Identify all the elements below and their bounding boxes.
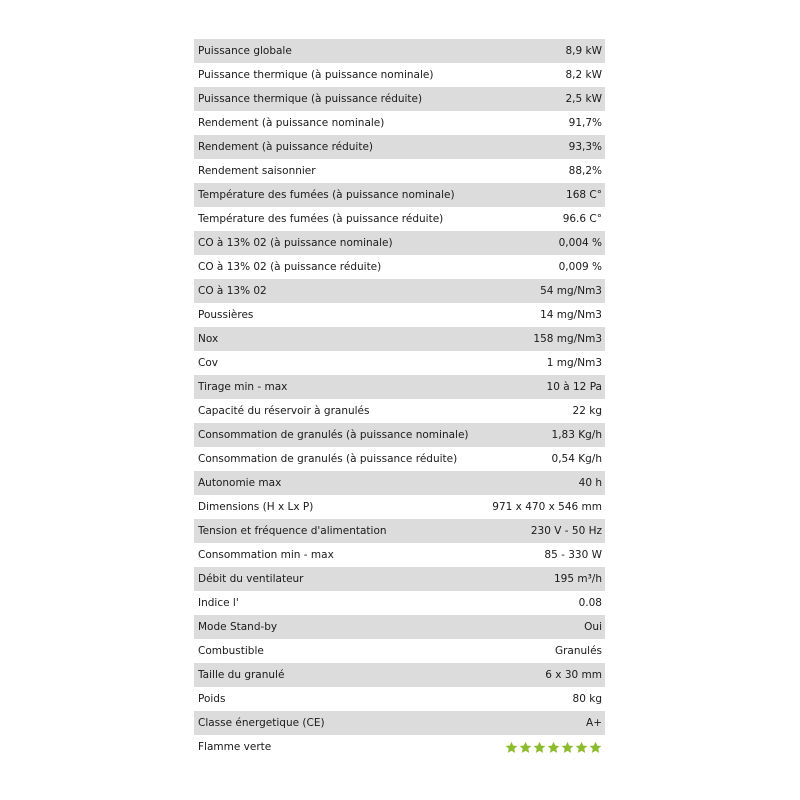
spec-value: 168 C° <box>566 189 602 201</box>
spec-value: 195 m³/h <box>553 573 602 585</box>
spec-value: Oui <box>584 621 602 633</box>
spec-row <box>194 687 605 711</box>
star-icon <box>575 741 588 754</box>
spec-label: Tirage min - max <box>198 381 288 393</box>
spec-value: 2,5 kW <box>565 93 602 105</box>
spec-value: A+ <box>586 717 602 729</box>
spec-label: CO à 13% 02 (à puissance nominale) <box>198 237 393 249</box>
flamme-verte-row <box>194 735 605 759</box>
star-icon <box>589 741 602 754</box>
star-icon <box>547 741 560 754</box>
spec-label: Combustible <box>198 645 264 657</box>
spec-row <box>194 159 605 183</box>
spec-row <box>194 447 605 471</box>
spec-label: Poids <box>198 693 226 705</box>
spec-label: Autonomie max <box>198 477 282 489</box>
spec-label: Consommation de granulés (à puissance réduite) <box>198 453 458 465</box>
spec-value: 1 mg/Nm3 <box>546 357 602 369</box>
spec-label: Capacité du réservoir à granulés <box>198 405 370 417</box>
spec-label: Débit du ventilateur <box>198 573 304 585</box>
spec-label: Puissance thermique (à puissance nominale) <box>198 69 434 81</box>
spec-value: 6 x 30 mm <box>545 669 602 681</box>
spec-value: 0,009 % <box>558 261 602 273</box>
spec-value: 14 mg/Nm3 <box>540 309 602 321</box>
spec-row <box>194 471 605 495</box>
spec-row <box>194 111 605 135</box>
star-icon <box>533 741 546 754</box>
spec-row <box>194 39 605 63</box>
spec-label: Consommation de granulés (à puissance nominale) <box>198 429 469 441</box>
spec-label: Nox <box>198 333 219 345</box>
spec-label: Rendement saisonnier <box>198 165 316 177</box>
spec-label: Dimensions (H x Lx P) <box>198 501 314 513</box>
flamme-verte-rating <box>505 741 602 754</box>
spec-value: 22 kg <box>572 405 602 417</box>
spec-row <box>194 279 605 303</box>
spec-value: 8,2 kW <box>565 69 602 81</box>
spec-row <box>194 183 605 207</box>
spec-label: Tension et fréquence d'alimentation <box>198 525 387 537</box>
spec-value: 85 - 330 W <box>544 549 602 561</box>
spec-value: 8,9 kW <box>565 45 602 57</box>
spec-row <box>194 543 605 567</box>
spec-row <box>194 519 605 543</box>
spec-value: 54 mg/Nm3 <box>540 285 602 297</box>
spec-value: 96.6 C° <box>562 213 602 225</box>
spec-row <box>194 327 605 351</box>
spec-label: Taille du granulé <box>198 669 285 681</box>
spec-label: Classe énergetique (CE) <box>198 717 325 729</box>
spec-label: Rendement (à puissance nominale) <box>198 117 385 129</box>
star-icon <box>505 741 518 754</box>
spec-value: 40 h <box>578 477 602 489</box>
spec-value: 230 V - 50 Hz <box>530 525 602 537</box>
spec-row <box>194 303 605 327</box>
spec-row <box>194 663 605 687</box>
star-icon <box>561 741 574 754</box>
spec-label: CO à 13% 02 <box>198 285 267 297</box>
spec-label: Température des fumées (à puissance réduite) <box>198 213 444 225</box>
spec-label: Puissance thermique (à puissance réduite) <box>198 93 423 105</box>
spec-label: Poussières <box>198 309 254 321</box>
spec-row <box>194 423 605 447</box>
spec-row <box>194 399 605 423</box>
spec-row <box>194 615 605 639</box>
spec-label: Consommation min - max <box>198 549 334 561</box>
spec-row <box>194 351 605 375</box>
spec-row <box>194 135 605 159</box>
spec-label: CO à 13% 02 (à puissance réduite) <box>198 261 382 273</box>
spec-value: 0,004 % <box>558 237 602 249</box>
spec-row <box>194 711 605 735</box>
spec-label: Cov <box>198 357 218 369</box>
spec-value: 0,54 Kg/h <box>551 453 602 465</box>
spec-value: Granulés <box>554 645 602 657</box>
spec-row <box>194 639 605 663</box>
star-icon <box>519 741 532 754</box>
spec-label: Rendement (à puissance réduite) <box>198 141 374 153</box>
spec-label: Mode Stand-by <box>198 621 278 633</box>
spec-label: Puissance globale <box>198 45 292 57</box>
spec-value: 158 mg/Nm3 <box>533 333 602 345</box>
spec-value: 1,83 Kg/h <box>551 429 602 441</box>
spec-value: 93,3% <box>568 141 602 153</box>
spec-row <box>194 495 605 519</box>
spec-value: 10 à 12 Pa <box>546 381 602 393</box>
spec-value: 91,7% <box>568 117 602 129</box>
spec-row <box>194 207 605 231</box>
spec-row <box>194 255 605 279</box>
spec-value: 88,2% <box>568 165 602 177</box>
flamme-verte-label: Flamme verte <box>198 741 272 753</box>
spec-row <box>194 87 605 111</box>
spec-table <box>194 39 605 759</box>
spec-row <box>194 567 605 591</box>
spec-value: 80 kg <box>572 693 602 705</box>
spec-value: 971 x 470 x 546 mm <box>492 501 602 513</box>
spec-row <box>194 591 605 615</box>
spec-label: Indice l' <box>198 597 239 609</box>
spec-label: Température des fumées (à puissance nominale) <box>198 189 455 201</box>
spec-row <box>194 63 605 87</box>
spec-value: 0.08 <box>578 597 602 609</box>
spec-row <box>194 231 605 255</box>
spec-row <box>194 375 605 399</box>
